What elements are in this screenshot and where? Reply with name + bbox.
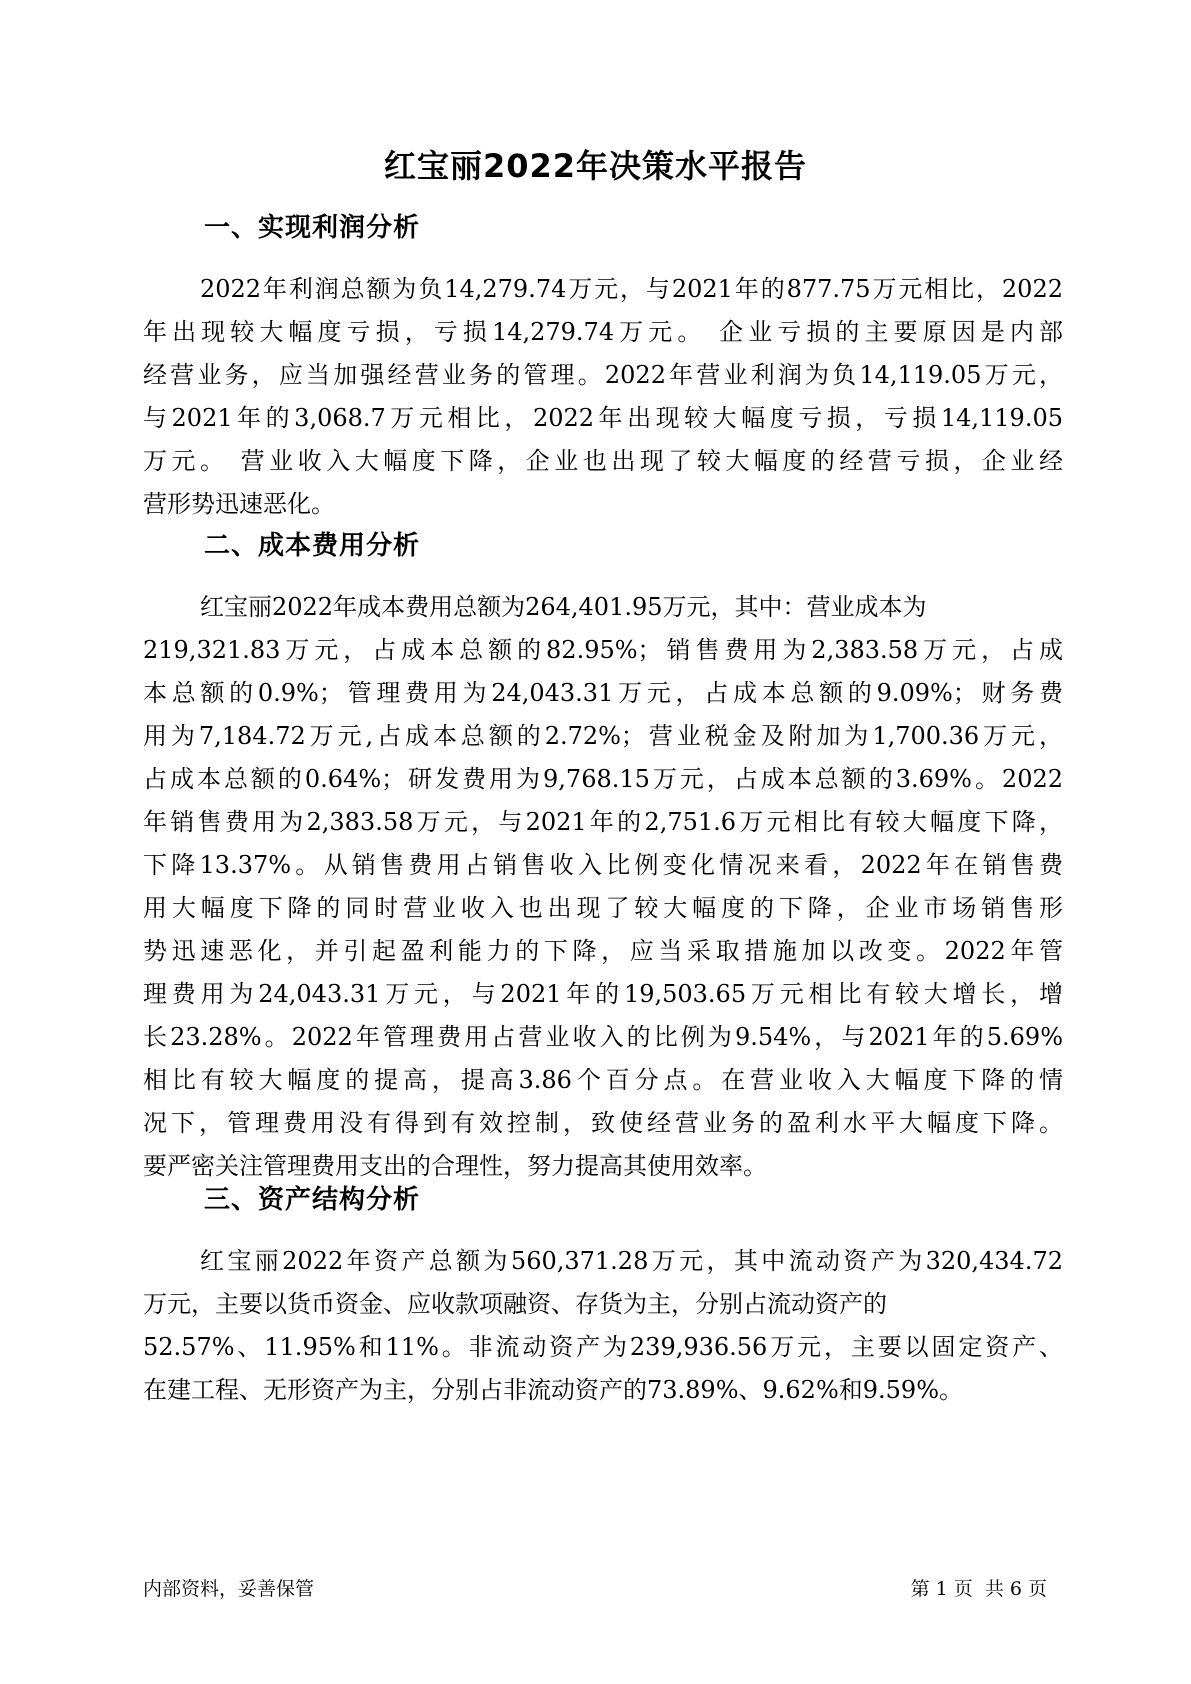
- paragraph-line: 占成本总额的0.64%；研发费用为9,768.15万元，占成本总额的3.69%。2022: [143, 765, 1063, 793]
- paragraph-line: 红宝丽2022年成本费用总额为264,401.95万元，其中：营业成本为: [200, 593, 927, 621]
- paragraph-line: 52.57%、11.95%和11%。非流动资产为239,936.56万元，主要以固定资产、: [143, 1333, 1063, 1361]
- paragraph-line: 红宝丽2022年资产总额为560,371.28万元，其中流动资产为320,434.72: [200, 1247, 1063, 1275]
- paragraph-line: 用大幅度下降的同时营业收入也出现了较大幅度的下降，企业市场销售形: [143, 894, 1063, 922]
- paragraph-line: 况下，管理费用没有得到有效控制，致使经营业务的盈利水平大幅度下降。: [143, 1109, 1063, 1137]
- section-paragraph-cost: [143, 586, 1063, 1188]
- document-title: 红宝丽2022年决策水平报告: [383, 147, 808, 185]
- paragraph-line: 理费用为24,043.31万元，与2021年的19,503.65万元相比有较大增长，增: [143, 980, 1063, 1008]
- paragraph-line: 年出现较大幅度亏损，亏损14,279.74万元。 企业亏损的主要原因是内部: [143, 318, 1063, 346]
- paragraph-line: 年销售费用为2,383.58万元，与2021年的2,751.6万元相比有较大幅度下降，: [143, 808, 1063, 836]
- paragraph-line: 用为7,184.72万元,占成本总额的2.72%；营业税金及附加为1,700.36万元，: [143, 722, 1063, 750]
- paragraph-line: 下降13.37%。从销售费用占销售收入比例变化情况来看，2022年在销售费: [143, 851, 1063, 879]
- footer-page-number: 第 1 页 共 6 页: [910, 1578, 1047, 1600]
- paragraph-line: 在建工程、无形资产为主，分别占非流动资产的73.89%、9.62%和9.59%。: [143, 1376, 963, 1404]
- paragraph-line: 相比有较大幅度的提高，提高3.86个百分点。在营业收入大幅度下降的情: [143, 1066, 1063, 1094]
- paragraph-line: 万元。 营业收入大幅度下降，企业也出现了较大幅度的经营亏损，企业经: [143, 447, 1063, 475]
- paragraph-line: 营形势迅速恶化。: [143, 490, 335, 518]
- paragraph-line: 经营业务，应当加强经营业务的管理。2022年营业利润为负14,119.05万元，: [143, 361, 1063, 389]
- paragraph-line: 219,321.83万元，占成本总额的82.95%；销售费用为2,383.58万元，占成: [143, 636, 1063, 664]
- paragraph-line: 长23.28%。2022年管理费用占营业收入的比例为9.54%，与2021年的5.69%: [143, 1023, 1063, 1051]
- section-paragraph-profit: [143, 268, 1063, 526]
- section-paragraph-assets: [143, 1240, 1063, 1412]
- section-heading-assets: 三、资产结构分析: [204, 1185, 421, 1215]
- section-heading-cost: 二、成本费用分析: [204, 531, 421, 561]
- paragraph-line: 万元，主要以货币资金、应收款项融资、存货为主，分别占流动资产的: [143, 1290, 887, 1318]
- paragraph-line: 2022年利润总额为负14,279.74万元，与2021年的877.75万元相比，2022: [200, 275, 1063, 303]
- section-heading-profit: 一、实现利润分析: [204, 213, 421, 243]
- footer-confidential-note: 内部资料，妥善保管: [143, 1578, 315, 1600]
- paragraph-line: 势迅速恶化，并引起盈利能力的下降，应当采取措施加以改变。2022年管: [143, 937, 1063, 965]
- paragraph-line: 要严密关注管理费用支出的合理性，努力提高其使用效率。: [143, 1152, 767, 1180]
- paragraph-line: 与2021年的3,068.7万元相比，2022年出现较大幅度亏损，亏损14,119.05: [143, 404, 1063, 432]
- paragraph-line: 本总额的0.9%；管理费用为24,043.31万元，占成本总额的9.09%；财务费: [143, 679, 1063, 707]
